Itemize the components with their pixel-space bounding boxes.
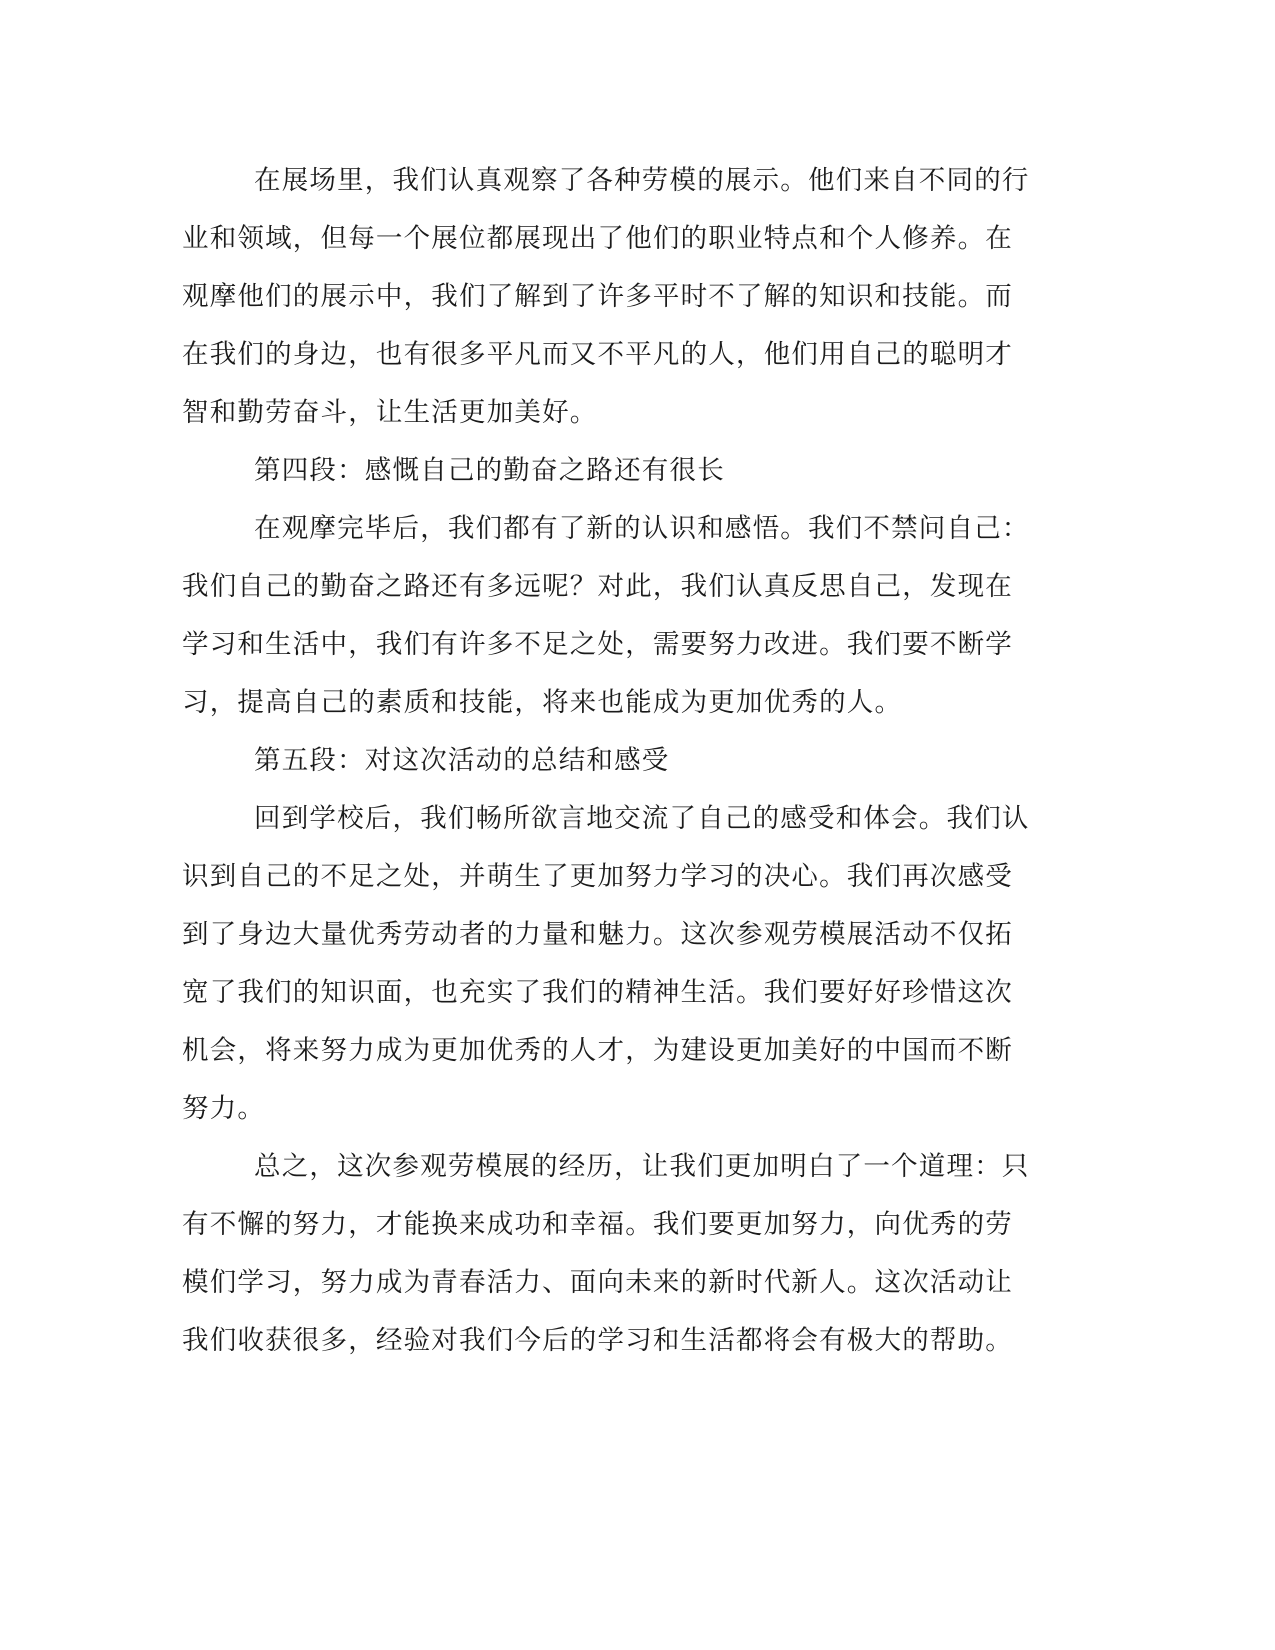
- document-body: [182, 152, 1030, 1370]
- paragraph-exhibition-observation: 在展场里，我们认真观察了各种劳模的展示。他们来自不同的行业和领域，但每一个展位都展现出了他们的职业特点和个人修养。在观摩他们的展示中，我们了解到了许多平时不了解的知识和技能。而在我们的身边，也有很多平凡而又不平凡的人，他们用自己的聪明才智和勤劳奋斗，让生活更加美好。: [182, 165, 1030, 428]
- paragraph-reflection: 在观摩完毕后，我们都有了新的认识和感悟。我们不禁问自己：我们自己的勤奋之路还有多远呢？对此，我们认真反思自己，发现在学习和生活中，我们有许多不足之处，需要努力改进。我们要不断学习，提高自己的素质和技能，将来也能成为更加优秀的人。: [182, 513, 1030, 718]
- paragraph-conclusion: 总之，这次参观劳模展的经历，让我们更加明白了一个道理：只有不懈的努力，才能换来成功和幸福。我们要更加努力，向优秀的劳模们学习，努力成为青春活力、面向未来的新时代新人。这次活动让我们收获很多，经验对我们今后的学习和生活都将会有极大的帮助。: [182, 1151, 1030, 1356]
- paragraph-summary-feelings: 回到学校后，我们畅所欲言地交流了自己的感受和体会。我们认识到自己的不足之处，并萌生了更加努力学习的决心。我们再次感受到了身边大量优秀劳动者的力量和魅力。这次参观劳模展活动不仅拓宽了我们的知识面，也充实了我们的精神生活。我们要好好珍惜这次机会，将来努力成为更加优秀的人才，为建设更加美好的中国而不断努力。: [182, 803, 1030, 1124]
- section-heading-four: 第四段：感慨自己的勤奋之路还有很长: [254, 455, 725, 486]
- section-heading-five: 第五段：对这次活动的总结和感受: [254, 745, 670, 776]
